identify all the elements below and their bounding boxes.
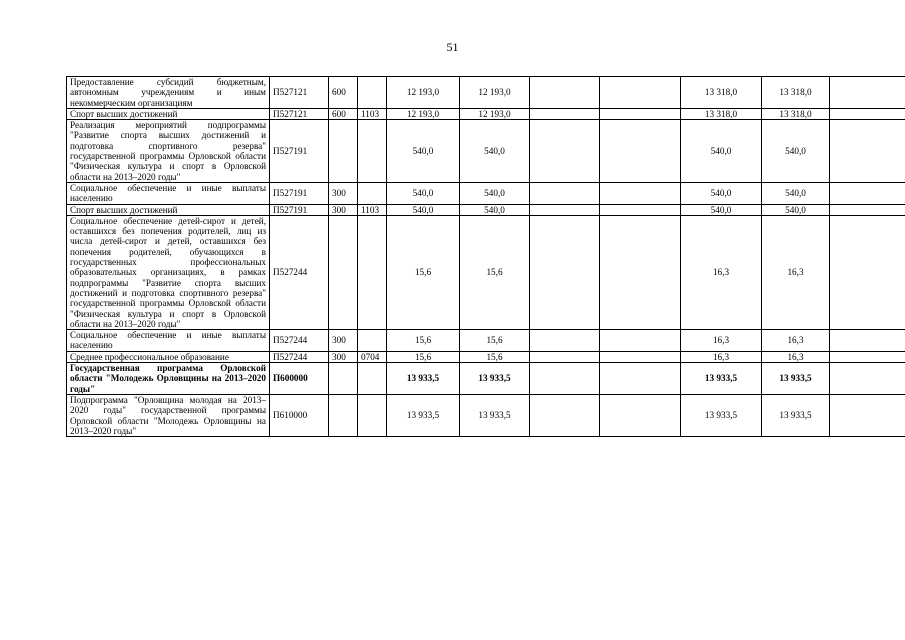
- amount-cell-6: 540,0: [762, 120, 830, 183]
- section-code-cell: [358, 215, 387, 329]
- amount-cell-5: 540,0: [681, 204, 762, 215]
- amount-cell-6: 16,3: [762, 330, 830, 352]
- section-code-cell: 0704: [358, 351, 387, 362]
- amount-cell-3: [530, 363, 600, 395]
- table-row: [67, 204, 905, 215]
- amount-cell-2: 12 193,0: [460, 108, 530, 119]
- amount-cell-6: 540,0: [762, 204, 830, 215]
- item-name-cell: Социальное обеспечение и иные выплаты населению: [67, 182, 270, 204]
- amount-cell-2: 15,6: [460, 215, 530, 329]
- amount-cell-7: [830, 108, 905, 119]
- amount-cell-1: 540,0: [387, 182, 460, 204]
- amount-cell-5: 16,3: [681, 330, 762, 352]
- amount-cell-5: 13 933,5: [681, 394, 762, 436]
- amount-cell-1: 13 933,5: [387, 363, 460, 395]
- section-code-cell: [358, 330, 387, 352]
- amount-cell-2: 15,6: [460, 351, 530, 362]
- section-code-cell: [358, 363, 387, 395]
- amount-cell-2: 12 193,0: [460, 77, 530, 109]
- target-article-code-cell: П527191: [270, 182, 329, 204]
- expense-type-cell: [329, 215, 358, 329]
- target-article-code-cell: П527244: [270, 351, 329, 362]
- section-code-cell: [358, 182, 387, 204]
- amount-cell-2: 13 933,5: [460, 363, 530, 395]
- amount-cell-4: [600, 77, 681, 109]
- amount-cell-3: [530, 215, 600, 329]
- amount-cell-4: [600, 108, 681, 119]
- amount-cell-5: 540,0: [681, 120, 762, 183]
- page-number: 51: [446, 40, 459, 54]
- expense-type-cell: [329, 363, 358, 395]
- expense-type-cell: 300: [329, 351, 358, 362]
- amount-cell-4: [600, 351, 681, 362]
- expense-type-cell: 300: [329, 204, 358, 215]
- amount-cell-1: 15,6: [387, 330, 460, 352]
- expense-type-cell: 600: [329, 77, 358, 109]
- amount-cell-1: 15,6: [387, 351, 460, 362]
- item-name-cell: Спорт высших достижений: [67, 108, 270, 119]
- amount-cell-7: [830, 363, 905, 395]
- amount-cell-5: 16,3: [681, 215, 762, 329]
- section-code-cell: [358, 77, 387, 109]
- amount-cell-5: 13 318,0: [681, 77, 762, 109]
- amount-cell-2: 15,6: [460, 330, 530, 352]
- amount-cell-1: 12 193,0: [387, 108, 460, 119]
- item-name-cell: Подпрограмма "Орловщина молодая на 2013–2020 годы" государственной программы Орловской области "Молодежь Орловщины на 2013–2020 годы": [67, 394, 270, 436]
- amount-cell-4: [600, 204, 681, 215]
- amount-cell-7: [830, 182, 905, 204]
- target-article-code-cell: П527191: [270, 204, 329, 215]
- amount-cell-4: [600, 330, 681, 352]
- amount-cell-3: [530, 204, 600, 215]
- table-row: [67, 351, 905, 362]
- amount-cell-2: 540,0: [460, 120, 530, 183]
- amount-cell-7: [830, 330, 905, 352]
- table-row: [67, 363, 905, 395]
- target-article-code-cell: П527244: [270, 215, 329, 329]
- amount-cell-4: [600, 363, 681, 395]
- amount-cell-7: [830, 394, 905, 436]
- section-code-cell: 1103: [358, 204, 387, 215]
- amount-cell-6: 13 318,0: [762, 77, 830, 109]
- target-article-code-cell: П527244: [270, 330, 329, 352]
- amount-cell-3: [530, 77, 600, 109]
- amount-cell-6: 13 318,0: [762, 108, 830, 119]
- amount-cell-2: 540,0: [460, 182, 530, 204]
- amount-cell-1: 540,0: [387, 120, 460, 183]
- item-name-cell: Социальное обеспечение и иные выплаты населению: [67, 330, 270, 352]
- budget-table: [66, 76, 905, 437]
- amount-cell-1: 12 193,0: [387, 77, 460, 109]
- amount-cell-6: 540,0: [762, 182, 830, 204]
- target-article-code-cell: П527121: [270, 77, 329, 109]
- amount-cell-6: 16,3: [762, 351, 830, 362]
- amount-cell-2: 540,0: [460, 204, 530, 215]
- target-article-code-cell: П610000: [270, 394, 329, 436]
- amount-cell-7: [830, 215, 905, 329]
- item-name-cell: Государственная программа Орловской области "Молодежь Орловщины на 2013–2020 годы": [67, 363, 270, 395]
- amount-cell-4: [600, 182, 681, 204]
- target-article-code-cell: П527121: [270, 108, 329, 119]
- amount-cell-6: 13 933,5: [762, 363, 830, 395]
- amount-cell-1: 540,0: [387, 204, 460, 215]
- amount-cell-6: 16,3: [762, 215, 830, 329]
- amount-cell-2: 13 933,5: [460, 394, 530, 436]
- amount-cell-7: [830, 120, 905, 183]
- item-name-cell: Социальное обеспечение детей-сирот и детей, оставшихся без попечения родителей, лиц из числа детей-сирот и детей, оставшихся без попечения родителей, обучающихся в государственных профессиональных образовательных организациях, в рамках подпрограммы "Развитие спорта высших достижений и подготовка спортивного резерва" государственной программы Орловской области "Физическая культура и спорт в Орловской области на 2013–2020 годы": [67, 215, 270, 329]
- amount-cell-7: [830, 351, 905, 362]
- expense-type-cell: [329, 394, 358, 436]
- target-article-code-cell: П600000: [270, 363, 329, 395]
- amount-cell-3: [530, 108, 600, 119]
- amount-cell-4: [600, 120, 681, 183]
- section-code-cell: [358, 394, 387, 436]
- table-row: [67, 215, 905, 329]
- amount-cell-3: [530, 351, 600, 362]
- amount-cell-5: 540,0: [681, 182, 762, 204]
- amount-cell-3: [530, 394, 600, 436]
- amount-cell-4: [600, 215, 681, 329]
- amount-cell-6: 13 933,5: [762, 394, 830, 436]
- table-row: [67, 330, 905, 352]
- target-article-code-cell: П527191: [270, 120, 329, 183]
- amount-cell-3: [530, 182, 600, 204]
- section-code-cell: 1103: [358, 108, 387, 119]
- item-name-cell: Среднее профессиональное образование: [67, 351, 270, 362]
- table-row: [67, 77, 905, 109]
- amount-cell-1: 13 933,5: [387, 394, 460, 436]
- table-body: [67, 77, 905, 437]
- item-name-cell: Предоставление субсидий бюджетным, автономным учреждениям и иным некоммерческим организациям: [67, 77, 270, 109]
- table-row: [67, 108, 905, 119]
- amount-cell-3: [530, 330, 600, 352]
- amount-cell-3: [530, 120, 600, 183]
- table-row: [67, 120, 905, 183]
- amount-cell-5: 16,3: [681, 351, 762, 362]
- amount-cell-7: [830, 204, 905, 215]
- section-code-cell: [358, 120, 387, 183]
- amount-cell-7: [830, 77, 905, 109]
- amount-cell-1: 15,6: [387, 215, 460, 329]
- expense-type-cell: [329, 120, 358, 183]
- expense-type-cell: 300: [329, 330, 358, 352]
- amount-cell-5: 13 933,5: [681, 363, 762, 395]
- table-row: [67, 182, 905, 204]
- table-row: [67, 394, 905, 436]
- item-name-cell: Спорт высших достижений: [67, 204, 270, 215]
- expense-type-cell: 600: [329, 108, 358, 119]
- item-name-cell: Реализация мероприятий подпрограммы "Развитие спорта высших достижений и подготовка спортивного резерва" государственной программы Орловской области "Физическая культура и спорт в Орловской области на 2013–2020 годы": [67, 120, 270, 183]
- expense-type-cell: 300: [329, 182, 358, 204]
- amount-cell-4: [600, 394, 681, 436]
- amount-cell-5: 13 318,0: [681, 108, 762, 119]
